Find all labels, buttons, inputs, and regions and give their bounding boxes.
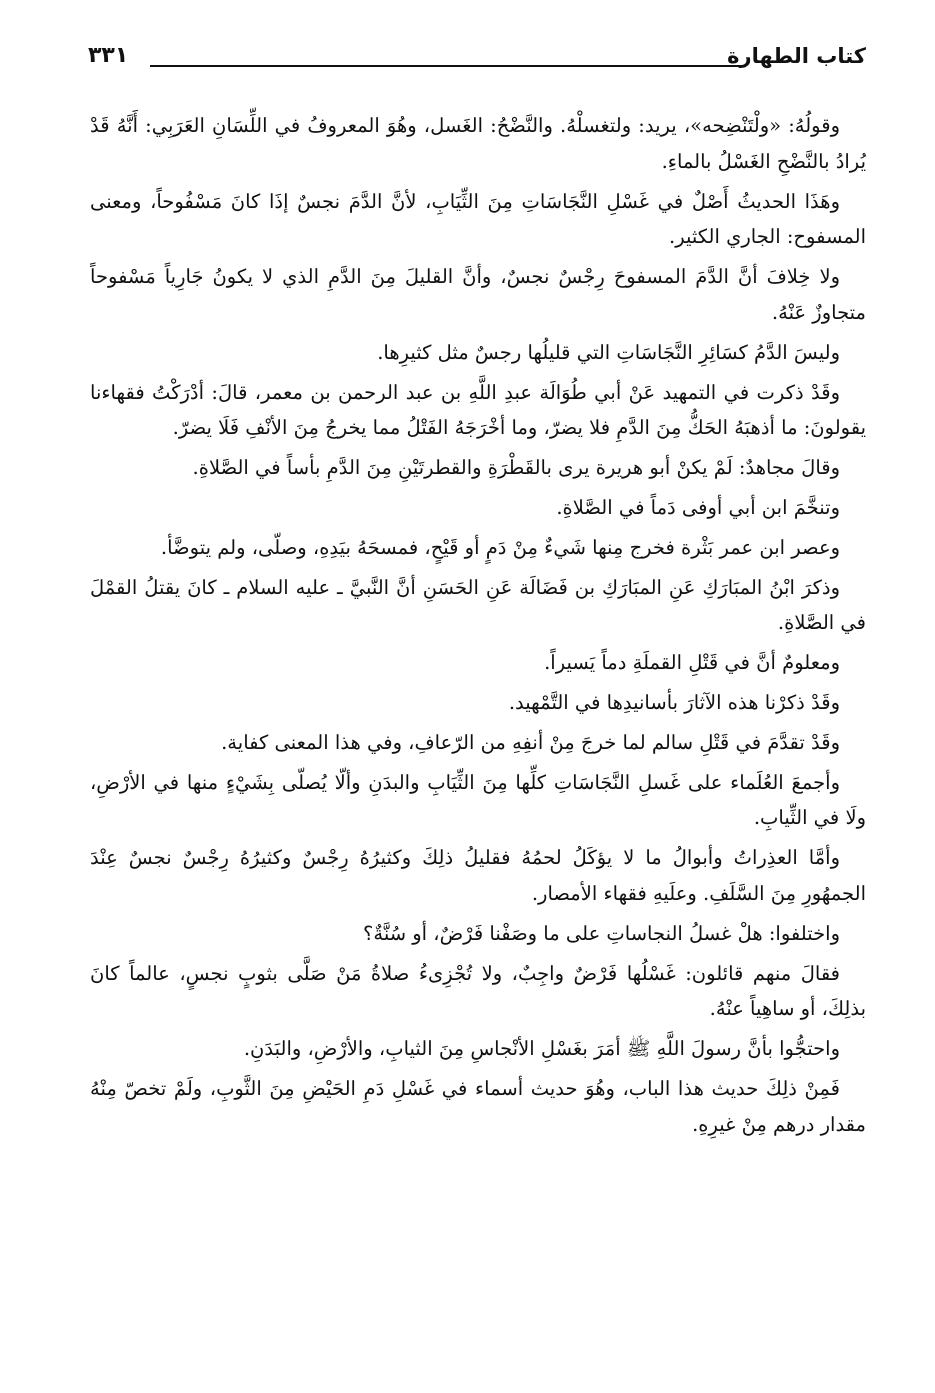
paragraph: وأمَّا العذِراتُ وأبوالُ ما لا يؤكَلُ لحمُهُ فقليلُ ذلِكَ وكثيرُهُ رِجْسٌ وكثيرُهُ رِجْسٌ نجسٌ عِنْدَ الجمهُورِ مِنَ السَّلَفِ. وعلَيهِ فقهاء الأمصار. <box>90 846 866 905</box>
page-header <box>88 38 866 78</box>
header-divider <box>150 65 746 67</box>
paragraph: ولا خِلافَ أنَّ الدَّمَ المسفوحَ رِجْسٌ نجسٌ، وأنَّ القليلَ مِنَ الدَّمِ الذي لا يكونُ جَارِياً مَسْفوحاً متجاوزٌ عَنْهُ. <box>90 265 866 324</box>
paragraph: وقولُهُ: «ولْتَنْضِحه»، يريد: ولتغسلْهُ. والنَّضْحُ: الغَسل، وهُوَ المعروفُ في اللِّسَانِ العَرَبِي: أَنَّهُ قَدْ يُرادُ بالنَّضْحِ الغَسْلُ بالماءِ. <box>90 114 866 173</box>
paragraph: وهَذَا الحديثُ أَصْلٌ في غَسْلِ النَّجَاسَاتِ مِنَ الثِّيَابِ، لأنَّ الدَّمَ نجسٌ إذَا كانَ مَسْفُوحاً، ومعنى المسفوح: الجاري الكثير. <box>90 189 866 249</box>
paragraph: وتنخَّمَ ابن أبي أوفى دَماً في الصَّلاةِ. <box>556 495 840 519</box>
paragraph: ومعلومٌ أنَّ في قَتْلِ القملَةِ دماً يَسيراً. <box>544 651 840 675</box>
paragraph: وعصر ابن عمر بَثْرة فخرج مِنها شَيءٌ مِنْ دَمٍ أو قَيْحٍ، فمسحَهُ بيَدِهِ، وصلّى، ولم يتوضَّأ. <box>160 535 840 559</box>
paragraph: فقالَ منهم قائلون: غَسْلُها فَرْضٌ واجِبٌ، ولا تُجْزِىءُ صلاةُ مَنْ صَلَّى بثوبٍ نجسٍ، عالماً كانَ بذلِكَ، أو ساهِياً عنْهُ. <box>90 961 866 1021</box>
paragraph: وليسَ الدَّمُ كسَائِرِ النَّجَاسَاتِ التي قليلُها رجسٌ مثل كثيرِها. <box>377 340 840 364</box>
paragraph: وقَدْ ذكرت في التمهيد عَنْ أبي طُوَالَة عبدِ اللَّهِ بن عبد الرحمن بن معمر، قالَ: أدْرَكْتُ فقهاءنا يقولونَ: ما أذهبَهُ الحَكُّ مِنَ الدَّمِ فلا يضرّ، وما أخْرَجَهُ الفَتْلُ مما يخرجُ مِنَ الأنْفِ فَلَا يضرّ. <box>90 380 866 440</box>
paragraph: وأجمعَ العُلَماء على غَسلِ النَّجَاسَاتِ كلِّها مِنَ الثِّيَابِ والبدَنِ وألّا يُصلّى بِشَيْءٍ منها في الأرْضِ، ولَا في الثِّيابِ. <box>90 770 866 830</box>
paragraph: واحتجُّوا بأنَّ رسولَ اللَّهِ ﷺ أمَرَ بغَسْلِ الأنْجاسِ مِنَ الثيابِ، والأرْضِ، والبَدَنِ. <box>243 1037 840 1061</box>
paragraph: وقَدْ ذكرْنا هذه الآثارَ بأسانيدِها في التَّمْهيد. <box>508 690 840 714</box>
paragraph: وقَدْ تقدَّمَ في قَتْلِ سالم لما خرجَ مِنْ أنفِهِ من الرّعافِ، وفي هذا المعنى كفاية. <box>221 730 840 754</box>
paragraph: وقالَ مجاهدٌ: لَمْ يكنْ أبو هريرة يرى بالقَطْرَةِ والقطرتَيْنِ مِنَ الدَّمِ بأساً في الصَّلاةِ. <box>192 456 840 480</box>
page-number: ٣٣١ <box>88 43 129 68</box>
paragraph: وذكرَ ابْنُ المبَارَكِ عَنِ المبَارَكِ بن فَضَالَة عَنِ الحَسَنِ أنَّ النَّبيَّ ـ عليه السلام ـ كانَ يقتلُ القمْلَ في الصَّلاةِ. <box>90 575 866 635</box>
paragraph: فَمِنْ ذلِكَ حديث هذا الباب، وهُوَ حديث أسماء في غَسْلِ دَمِ الحَيْضِ مِنَ الثَّوبِ، ولَمْ تخصّ مِنْهُ مقدار درهم مِنْ غيرِهِ. <box>90 1076 866 1136</box>
chapter-title: كتاب الطهارة <box>727 44 866 68</box>
page-body <box>90 108 866 1147</box>
paragraph: واختلفوا: هلْ غسلُ النجاساتِ على ما وصَفْنا فَرْضٌ، أو سُنَّةٌ؟ <box>363 921 840 945</box>
